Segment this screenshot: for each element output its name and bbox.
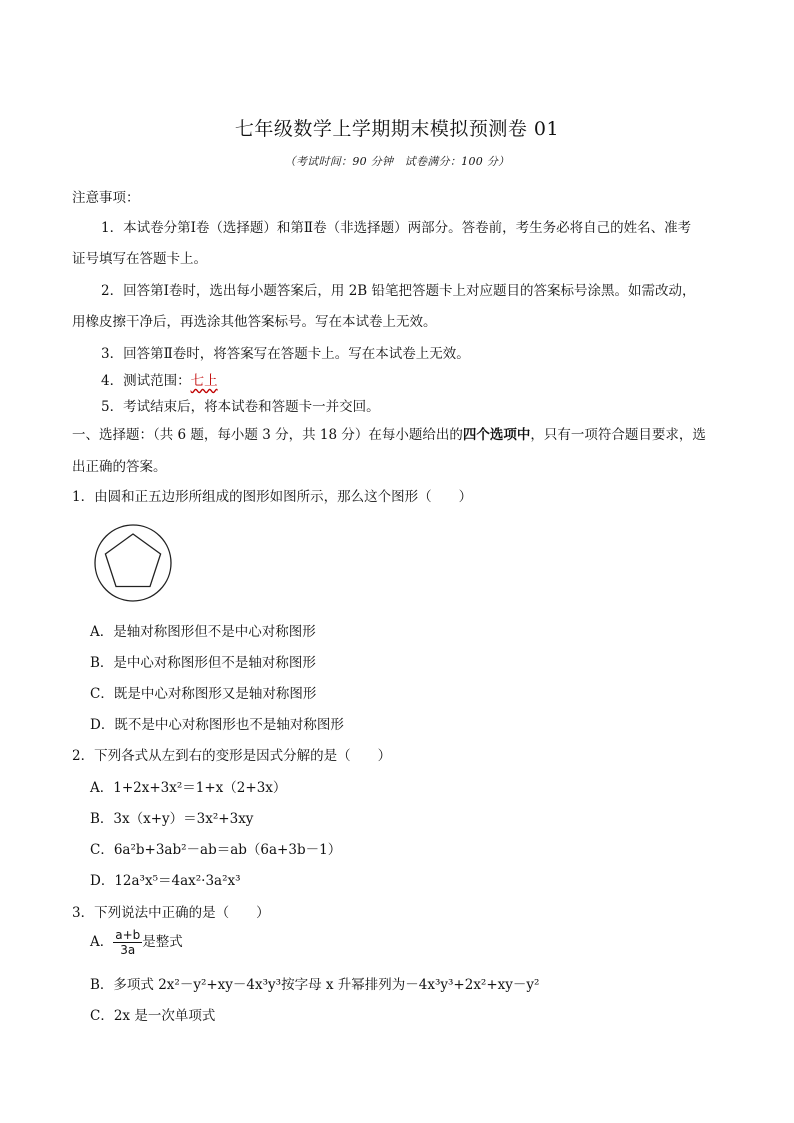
circle-with-inscribed-pentagon-icon [92,522,174,604]
notice-item-1a: 1．本试卷分第Ⅰ卷（选择题）和第Ⅱ卷（非选择题）两部分。答卷前，考生务必将自己的姓名、准考 [101,220,692,236]
q2-option-b-math: 3x（x+y）＝3x²+3xy [113,811,254,827]
q2-option-c [90,838,341,858]
section-intro [72,423,706,443]
q2-option-d-math: 12a³x⁵＝4ax²·3a²x³ [114,873,241,889]
q2-stem: 2．下列各式从左到右的变形是因式分解的是（ ） [72,748,392,764]
q2-option-d-label: D． [90,873,115,889]
q3-option-c-text: 2x 是一次单项式 [113,1008,216,1024]
q3-option-b [90,973,539,993]
q2-option-c-math: 6a²b+3ab²－ab＝ab（6a+3b－1） [113,842,342,858]
section-intro-b: ，只有一项符合题目要求，选 [530,427,706,443]
notice-item-4-label: 4．测试范围： [101,373,191,389]
q2-option-b-label: B． [90,811,114,827]
q3-option-b-label: B． [90,977,114,993]
test-scope: 七上 [190,373,218,389]
page-title: 七年级数学上学期期末模拟预测卷 01 [234,118,560,140]
fraction-denominator: 3a [120,943,136,957]
section-intro-a: 一、选择题：（共 6 题，每小题 3 分，共 18 分）在每小题给出的 [72,427,463,443]
q3-option-b-text: 多项式 2x²－y²+xy－4x³y³按字母 x 升幂排列为－4x³y³+2x²+xy－y² [113,977,540,993]
section-intro-c: 出正确的答案。 [72,459,167,475]
q3-option-c-label: C． [90,1008,114,1024]
q1-option-c: C．既是中心对称图形又是轴对称图形 [90,686,317,702]
fraction-numerator: a+b [115,928,141,942]
q2-option-b [90,807,253,827]
notice-item-1b: 证号填写在答题卡上。 [72,251,207,267]
q1-option-d: D．既不是中心对称图形也不是轴对称图形 [90,717,344,733]
q2-option-d [90,869,241,889]
notice-heading: 注意事项： [72,190,140,206]
q3-stem: 3．下列说法中正确的是（ ） [72,905,270,921]
q3-option-a-label: A． [90,934,114,950]
q3-option-a [90,928,183,957]
notice-item-3: 3．回答第Ⅱ卷时，将答案写在答题卡上。写在本试卷上无效。 [101,346,470,362]
notice-item-2b: 用橡皮擦干净后，再选涂其他答案标号。写在本试卷上无效。 [72,314,437,330]
q3-option-a-text: 是整式 [142,934,183,950]
q2-option-c-label: C． [90,842,114,858]
q3-option-c [90,1004,215,1024]
q1-option-b: B．是中心对称图形但不是轴对称图形 [90,655,316,671]
section-intro-bold: 四个选项中 [462,427,531,443]
notice-item-5: 5．考试结束后，将本试卷和答题卡一并交回。 [101,399,380,415]
q1-stem: 1．由圆和正五边形所组成的图形如图所示，那么这个图形（ ） [72,489,473,505]
notice-item-2a: 2．回答第Ⅰ卷时，选出每小题答案后，用 2B 铅笔把答题卡上对应题目的答案标号涂黑。如需改动， [101,283,696,299]
q2-option-a-math: 1+2x+3x²＝1+x（2+3x） [113,780,287,796]
q2-option-a-label: A． [90,780,114,796]
exam-info: （考试时间：90 分钟 试卷满分：100 分） [284,155,510,168]
fraction [113,928,142,957]
q1-option-a: A．是轴对称图形但不是中心对称图形 [90,624,316,640]
q2-option-a [90,776,286,796]
notice-item-4 [101,369,218,389]
